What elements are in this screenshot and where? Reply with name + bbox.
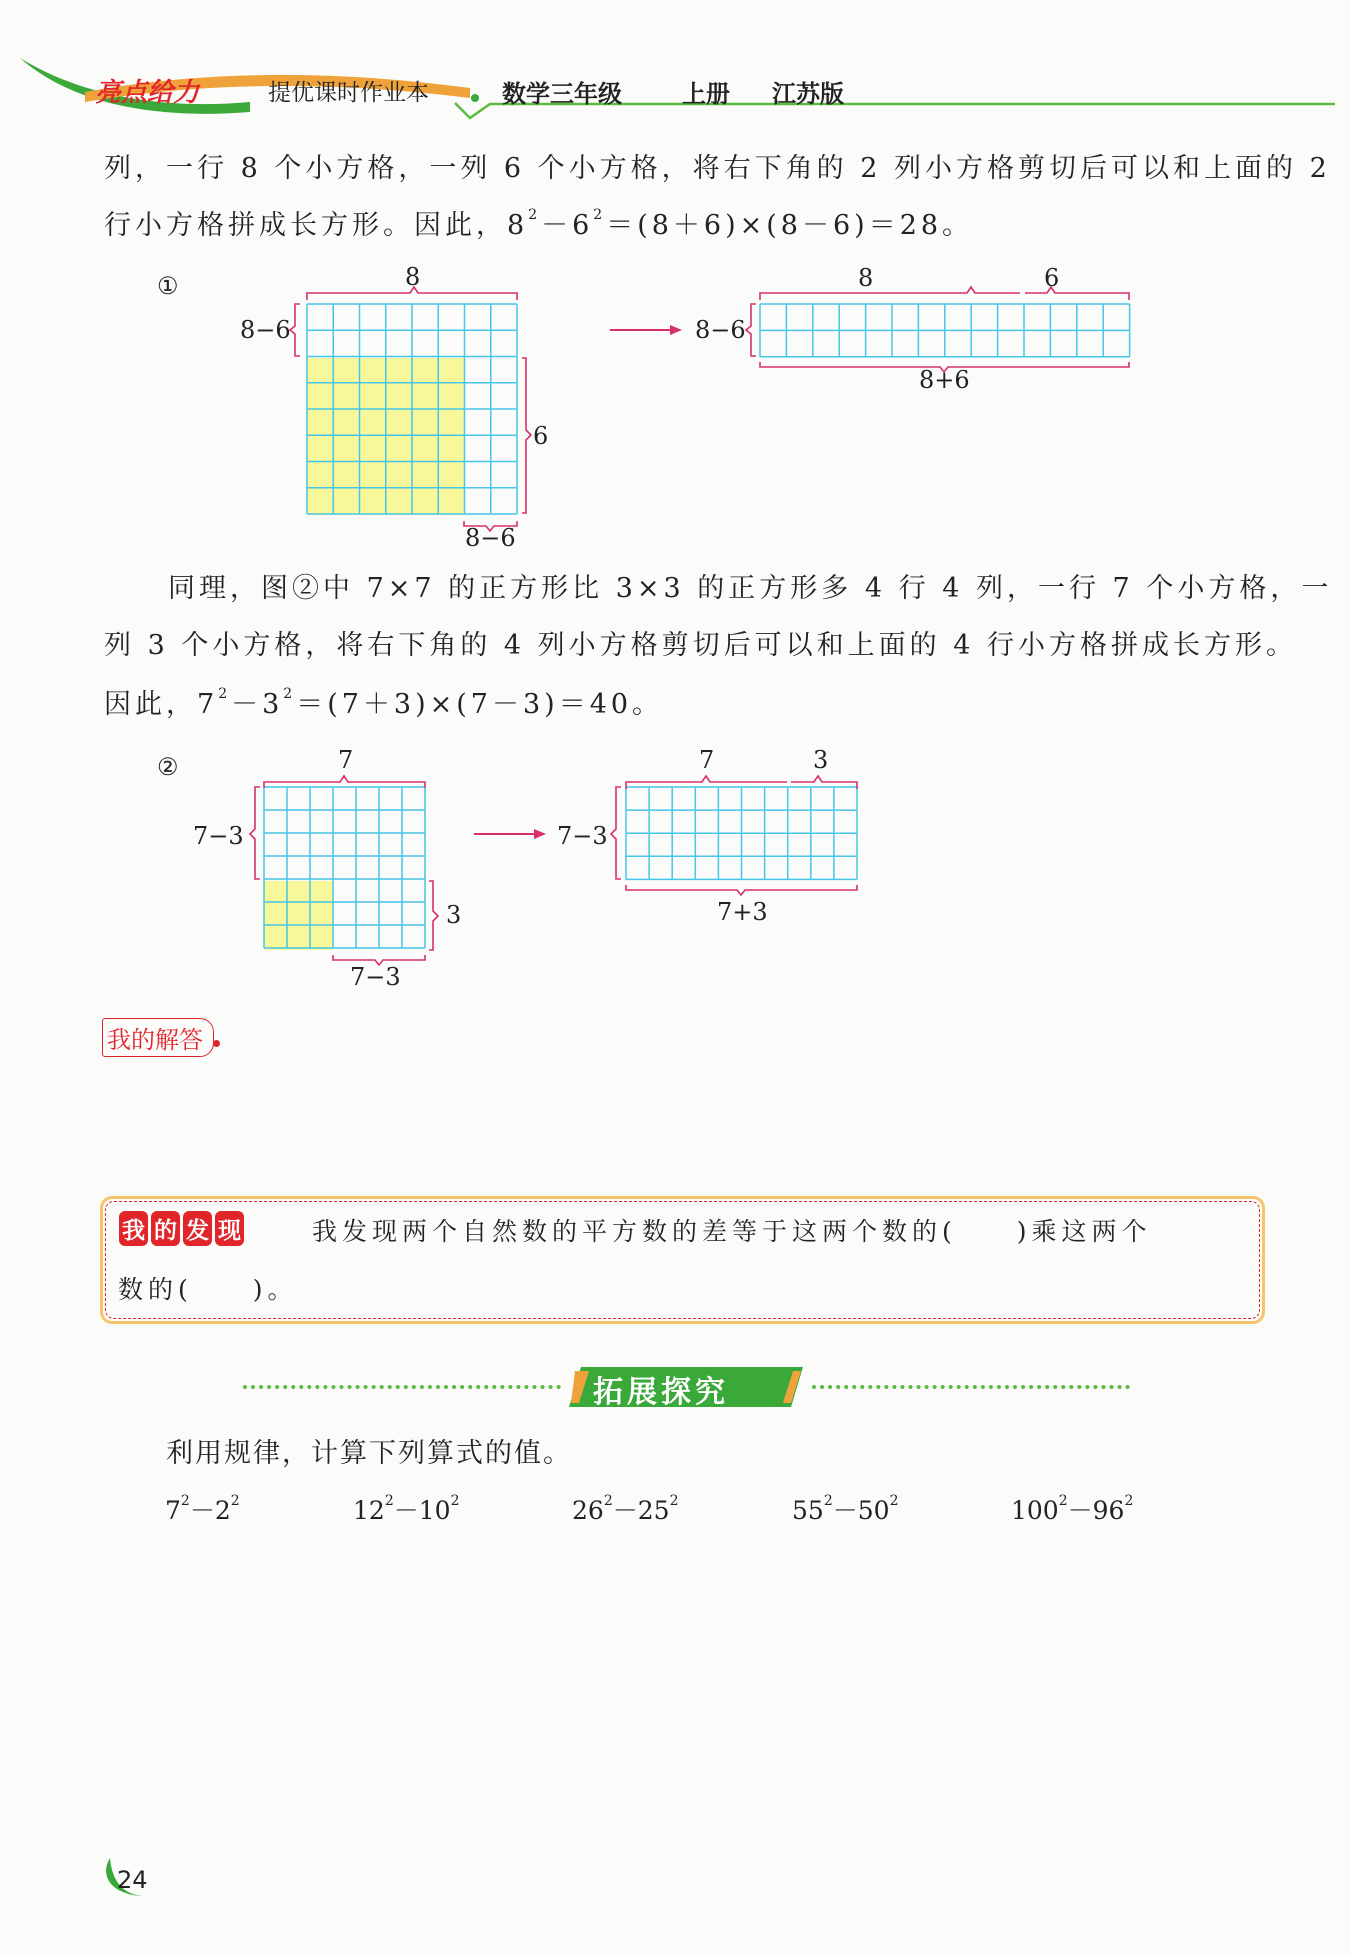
figure-1-result-top-a: 8: [858, 264, 874, 292]
header-decoration: [0, 40, 1350, 120]
exercise-2: $12^2-10^2$: [353, 1493, 460, 1525]
figure-2-rectangle-grid: [0, 0, 1, 1]
banner-dots-left: [243, 1385, 561, 1389]
figure-1-bottom-label: 8−6: [465, 524, 516, 552]
para2-line-2: 列 3 个小方格，将右下角的 4 列小方格剪切后可以和上面的 4 行小方格拼成长方形。: [104, 630, 1298, 661]
figure-2-right-label: 3: [446, 901, 462, 929]
figure-2-result-top-b: 3: [813, 746, 829, 774]
figure-2-bottom-label: 7−3: [350, 963, 401, 991]
figure-2-number: ②: [157, 753, 179, 781]
workspace-area[interactable]: [102, 1545, 1252, 1845]
discovery-line-2: 数的( )。: [118, 1275, 298, 1304]
my-answer-label: 我的解答: [102, 1018, 220, 1057]
figure-1-result-left-label: 8−6: [695, 316, 746, 344]
exercise-1: $7^2-2^2$: [165, 1493, 240, 1525]
answer-area[interactable]: [102, 1060, 1252, 1180]
badge-char: 我: [119, 1211, 148, 1246]
para2-line-1: 同理，图②中 7×7 的正方形比 3×3 的正方形多 4 行 4 列，一行 7 个小方格，一: [168, 573, 1333, 604]
figure-2-result-top-a: 7: [699, 746, 715, 774]
edition-title: 江苏版: [772, 80, 844, 108]
page-number: 24: [117, 1866, 148, 1894]
task-instruction: 利用规律，计算下列算式的值。: [166, 1438, 572, 1469]
figure-1-result-bottom-label: 8+6: [919, 366, 970, 394]
page-header: [0, 40, 1350, 120]
exercise-3: $26^2-25^2$: [572, 1493, 679, 1525]
series-title: 提优课时作业本: [268, 80, 429, 106]
figure-1-right-label: 6: [533, 422, 549, 450]
discovery-line-1: 我发现两个自然数的平方数的差等于这两个数的( )乘这两个: [312, 1217, 1152, 1246]
figure-1-result-top-b: 6: [1044, 264, 1060, 292]
intro-line-2: 行小方格拼成长方形。因此，$8^2-6^2=(8+6)\times(8-6)=28$。: [104, 207, 974, 241]
figure-1-left-label: 8−6: [240, 316, 291, 344]
exercise-row: [165, 1493, 1165, 1532]
exercise-4: $55^2-50^2$: [792, 1493, 899, 1525]
figure-2-left-label: 7−3: [193, 822, 244, 850]
exercise-5: $100^2-96^2$: [1011, 1493, 1134, 1525]
banner-dots-right: [812, 1385, 1130, 1389]
subject-title: 数学三年级: [502, 80, 622, 108]
discovery-box: [100, 1196, 1265, 1324]
discovery-badge: [119, 1211, 244, 1246]
figure-1-top-label: 8: [405, 263, 421, 291]
figure-1-arrow: [610, 320, 682, 340]
figure-2-result-bottom-label: 7+3: [717, 898, 768, 926]
figure-2-top-label: 7: [338, 746, 354, 774]
figure-2-result-left-label: 7−3: [557, 822, 608, 850]
brand-logo: 亮点给力: [95, 78, 200, 108]
badge-char: 的: [151, 1211, 180, 1246]
para2-line-3: 因此，$7^2-3^2=(7+3)\times(7-3)=40$。: [104, 686, 664, 720]
figure-1-number: ①: [157, 272, 179, 300]
section-banner: [243, 1365, 1130, 1409]
intro-line-1: 列，一行 8 个小方格，一列 6 个小方格，将右下角的 2 列小方格剪切后可以和上面的 2: [104, 153, 1331, 184]
figure-2-arrow: [474, 824, 546, 844]
badge-char: 现: [215, 1211, 244, 1246]
volume-title: 上册: [682, 80, 730, 108]
badge-char: 发: [183, 1211, 212, 1246]
section-title: 拓展探究: [593, 1375, 729, 1410]
label-dot: [213, 1040, 220, 1047]
